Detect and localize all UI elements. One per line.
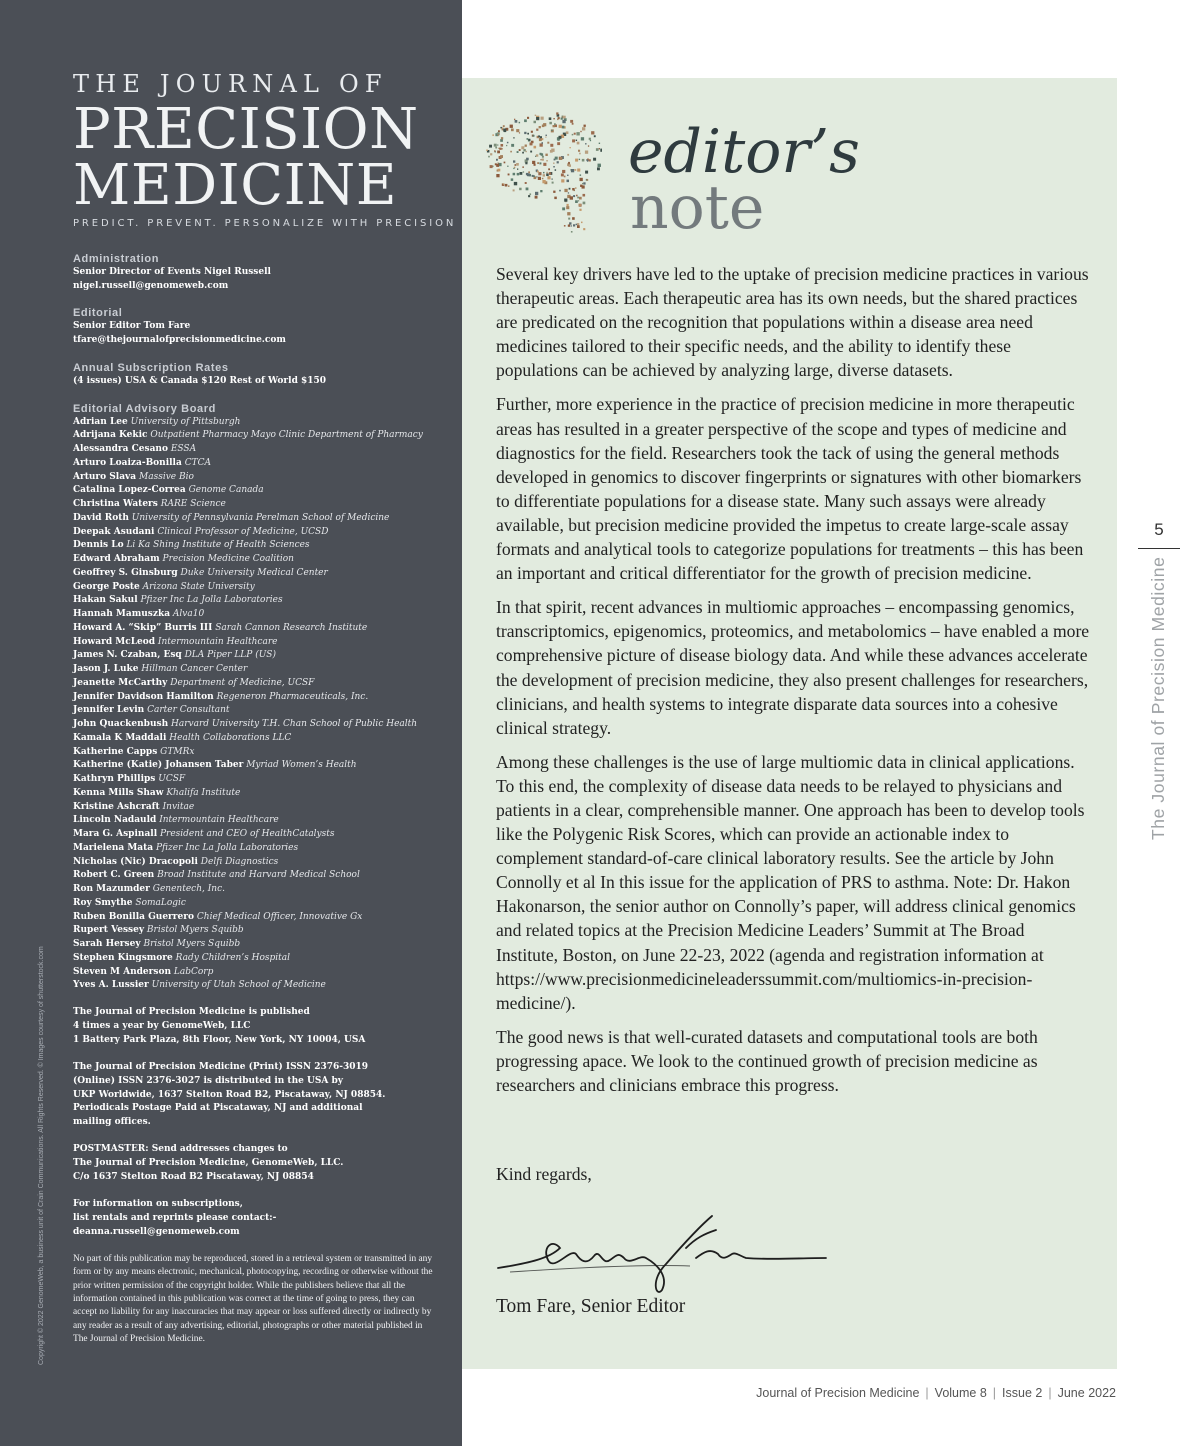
board-member-affiliation: UCSF — [158, 774, 186, 785]
board-member-name: Christina Waters — [73, 499, 158, 510]
board-member-affiliation: LabCorp — [173, 966, 214, 977]
board-member-name: Deepak Asudani — [73, 526, 155, 537]
board-member-affiliation: Arizona State University — [142, 581, 255, 592]
article-paragraph: The good news is that well-curated datasets and computational tools are both progressing apace. We look to the continued growth of precision medicine as researchers and clinicians embrace this progress. — [496, 1026, 1038, 1095]
info-line: 1 Battery Park Plaza, 8th Floor, New York, NY 10004, USA — [73, 1034, 366, 1045]
info-line: C/o 1637 Stelton Road B2 Piscataway, NJ 08854 — [73, 1172, 314, 1183]
board-member-name: Katherine Capps — [73, 746, 158, 757]
board-member — [73, 759, 445, 773]
board-member-affiliation: University of Utah School of Medicine — [151, 980, 326, 991]
board-member — [73, 911, 445, 925]
article-paragraph: Several key drivers have led to the uptake of precision medicine practices in various therapeutic areas. Each therapeutic area has its own needs, but the shared practices are predicated on the recognition that populations within a disease area need medicines tailored to their specific needs, and the ability to identify these populations can be achieved by analyzing large, diverse datasets. — [496, 264, 1089, 381]
board-member-affiliation: Clinical Professor of Medicine, UCSD — [157, 526, 329, 537]
board-member-name: Geoffrey S. Ginsburg — [73, 567, 178, 578]
board-member-name: Catalina Lopez-Correa — [73, 485, 186, 496]
info-line: 4 times a year by GenomeWeb, LLC — [73, 1020, 251, 1031]
board-member-name: Hakan Sakul — [73, 595, 138, 606]
board-member — [73, 567, 445, 581]
handwritten-signature — [490, 1208, 830, 1298]
board-member-name: Yves A. Lussier — [73, 980, 149, 991]
board-member — [73, 787, 445, 801]
section-line: Senior Director of Events Nigel Russell — [73, 267, 271, 277]
info-line: The Journal of Precision Medicine (Print) ISSN 2376-3019 — [73, 1061, 369, 1072]
board-member — [73, 539, 445, 553]
board-member-name: Rupert Vessey — [73, 925, 145, 936]
board-member — [73, 663, 445, 677]
board-member-affiliation: Pfizer Inc La Jolla Laboratories — [140, 595, 283, 606]
board-member — [73, 636, 445, 650]
section-line: tfare@thejournalofprecisionmedicine.com — [73, 335, 286, 346]
board-member-affiliation: Harvard University T.H. Chan School of Public Health — [171, 719, 418, 730]
board-member-name: Nicholas (Nic) Dracopoli — [73, 856, 198, 867]
board-member-name: Jennifer Levin — [73, 705, 145, 716]
board-member-affiliation: Alva10 — [172, 609, 205, 620]
info-line: Periodicals Postage Paid at Piscataway, NJ and additional — [73, 1103, 363, 1114]
board-member — [73, 526, 445, 540]
board-member-affiliation: Rady Children’s Hospital — [175, 952, 291, 963]
board-member-affiliation: Sarah Cannon Research Institute — [215, 622, 368, 633]
board-member — [73, 801, 445, 815]
postmaster-info — [73, 1143, 445, 1185]
board-member-name: Jeanette McCarthy — [73, 677, 168, 688]
board-member-affiliation: Myriad Women’s Health — [246, 760, 357, 771]
board-member — [73, 869, 445, 883]
board-member-affiliation: Carter Consultant — [147, 705, 230, 716]
board-member-name: Katherine (Katie) Johansen Taber — [73, 760, 244, 771]
board-member-name: Jason J. Luke — [73, 664, 139, 675]
contact-email: deanna.russell@genomeweb.com — [73, 1226, 240, 1237]
section-heading: Editorial — [73, 307, 123, 320]
board-member-affiliation: Bristol Myers Squibb — [143, 939, 241, 950]
vertical-copyright: Copyright © 2022 GenomeWeb, a business unit of Crain Communications. All Rights Reserved. © Images courtesy of shutterstock.com — [38, 946, 45, 1365]
masthead-line-2: PRECISION — [73, 97, 419, 162]
page-number: 5 — [1154, 520, 1164, 539]
board-member — [73, 938, 445, 952]
info-line: For information on subscriptions, — [73, 1198, 243, 1209]
board-member — [73, 512, 445, 526]
footer-date: June 2022 — [1057, 1386, 1116, 1400]
staff-listing — [73, 252, 445, 1347]
footer-separator: | — [1048, 1386, 1052, 1400]
board-member — [73, 773, 445, 787]
board-member-name: Hannah Mamuszka — [73, 609, 171, 620]
board-member — [73, 429, 445, 443]
title-line-editors: editor’s — [628, 117, 860, 187]
board-member-affiliation: Li Ka Shing Institute of Health Sciences — [126, 540, 310, 551]
board-member — [73, 828, 445, 842]
board-member — [73, 814, 445, 828]
footer-issue: Issue 2 — [1002, 1386, 1043, 1400]
board-member — [73, 691, 445, 705]
article-paragraph: In that spirit, recent advances in multiomic approaches – encompassing genomics, transcriptomics, epigenomics, proteomics, and metabolomics – have enabled a more comprehensive picture of disease biology data. And while these advances accelerate the development of precision medicine, they also present challenges for researchers, clinicians, and health systems to integrate disparate data sources into a cohesive clinical strategy. — [496, 597, 1090, 738]
board-member — [73, 594, 445, 608]
board-member — [73, 856, 445, 870]
info-line: mailing offices. — [73, 1117, 151, 1128]
info-line: The Journal of Precision Medicine, GenomeWeb, LLC. — [73, 1158, 344, 1169]
board-member-affiliation: ESSA — [170, 444, 197, 455]
board-member-name: Adrian Lee — [73, 416, 128, 427]
board-member — [73, 966, 445, 980]
board-member-name: George Poste — [73, 581, 140, 592]
footer-separator: | — [992, 1386, 997, 1400]
masthead-tagline: PREDICT. PREVENT. PERSONALIZE WITH PRECISION — [73, 218, 457, 229]
board-member-affiliation: University of Pittsburgh — [130, 416, 241, 427]
board-member-affiliation: GTMRx — [160, 746, 195, 757]
board-member-affiliation: RARE Science — [160, 499, 226, 510]
section-heading: Administration — [73, 253, 160, 265]
board-member — [73, 416, 445, 430]
board-member-name: Edward Abraham — [73, 554, 160, 565]
journal-masthead — [73, 70, 457, 229]
section-heading: Annual Subscription Rates — [73, 361, 229, 374]
page-footer — [756, 1386, 1116, 1400]
board-member-affiliation: Intermountain Healthcare — [159, 815, 279, 826]
board-member-name: Arturo Slava — [73, 471, 137, 482]
page-number-rule — [1138, 548, 1180, 549]
board-member-affiliation: Hillman Cancer Center — [141, 664, 248, 675]
board-member-affiliation: Genome Canada — [188, 485, 264, 496]
board-member-name: Roy Smythe — [73, 897, 133, 908]
board-member — [73, 677, 445, 691]
board-member-affiliation: Bristol Myers Squibb — [146, 925, 244, 936]
board-member-affiliation: Broad Institute and Harvard Medical School — [157, 870, 360, 881]
board-member-name: Mara G. Aspinall — [73, 829, 158, 840]
board-member-affiliation: Intermountain Healthcare — [157, 636, 278, 647]
advisory-board-section — [73, 402, 445, 994]
board-member-name: Dennis Lo — [73, 540, 124, 551]
board-member-affiliation: Outpatient Pharmacy Mayo Clinic Department of Pharmacy — [150, 430, 423, 441]
masthead-line-1: THE JOURNAL OF — [73, 70, 388, 98]
board-member — [73, 457, 445, 471]
publisher-info — [73, 1006, 445, 1347]
board-member-name: John Quackenbush — [73, 719, 169, 730]
board-member-name: Kamala K Maddali — [73, 732, 167, 743]
section-line: (4 issues) USA & Canada $120 Rest of World $150 — [73, 375, 327, 386]
issn-info — [73, 1061, 445, 1131]
board-member-affiliation: SomaLogic — [135, 897, 186, 908]
masthead-line-3: MEDICINE — [73, 153, 398, 218]
board-member-affiliation: Duke University Medical Center — [180, 567, 328, 578]
board-member — [73, 952, 445, 966]
board-member-name: Lincoln Nadauld — [73, 815, 157, 826]
info-line: list rentals and reprints please contact:- — [73, 1212, 277, 1223]
brain-mosaic-icon — [484, 106, 602, 234]
section-line: Senior Editor Tom Fare — [73, 321, 191, 332]
board-member-affiliation: CTCA — [184, 457, 211, 468]
board-member-name: Robert C. Green — [73, 870, 155, 881]
board-member-affiliation: Precision Medicine Coalition — [162, 554, 294, 565]
board-member — [73, 924, 445, 938]
board-member — [73, 718, 445, 732]
board-member-affiliation: Pfizer Inc La Jolla Laboratories — [156, 842, 299, 853]
board-member-name: Stephen Kingsmore — [73, 952, 173, 963]
copyright-notice: No part of this publication may be reproduced, stored in a retrieval system or transmitted in any form or by any means electronic, mechanical, photocopying, recording or otherwise without the prior written permission of the copyright holder. While the publishers believe that all the information contained in this publication was correct at the time of going to press, they can accept no liability for any inaccuracies that may appear or loss suffered directly or indirectly by any reader as a result of any advertising, editorial, photographs or other material published in The Journal of Precision Medicine. — [73, 1253, 433, 1345]
title-line-note: note — [630, 173, 765, 243]
board-member-name: Kenna Mills Shaw — [73, 787, 164, 798]
board-member-affiliation: Chief Medical Officer, Innovative Gx — [196, 911, 363, 922]
board-member-name: Jennifer Davidson Hamilton — [73, 691, 214, 702]
board-member-name: Howard McLeod — [73, 636, 156, 647]
board-member-affiliation: DLA Piper LLP (US) — [184, 650, 276, 661]
info-line: POSTMASTER: Send addresses changes to — [73, 1144, 288, 1155]
board-member-affiliation: Regeneron Pharmaceuticals, Inc. — [216, 691, 369, 702]
board-member-name: Ruben Bonilla Guerrero — [73, 911, 195, 922]
board-member-name: Adrijana Kekic — [73, 430, 148, 441]
editorial-section — [73, 306, 445, 347]
advisory-board-list — [73, 416, 445, 994]
article-paragraph: Further, more experience in the practice of precision medicine in more therapeutic areas has resulted in a greater perspective of the scope and types of medicine and diagnostics for the field. Researchers took the tack of using the general methods developed in genomics to discover fingerprints or signatures with other biomarkers to differentiate populations for a disease state. Many such assays were already available, but precision medicine provided the impetus to create large-scale assay formats and analytical tools to categorize populations for treatments – this has been an important and critical differentiator for the growth of precision medicine. — [496, 394, 1084, 584]
board-member — [73, 498, 445, 512]
board-member — [73, 746, 445, 760]
board-member — [73, 897, 445, 911]
board-member-name: Alessandra Cesano — [73, 444, 168, 455]
board-member-affiliation: President and CEO of HealthCatalysts — [159, 829, 335, 840]
info-line: UKP Worldwide, 1637 Stelton Road B2, Piscataway, NJ 08854. — [73, 1089, 386, 1100]
board-member — [73, 622, 445, 636]
administration-section — [73, 252, 445, 293]
board-member — [73, 484, 445, 498]
masthead-sidebar — [0, 0, 462, 1446]
board-member-affiliation: Genentech, Inc. — [152, 884, 225, 895]
contact-info — [73, 1198, 445, 1240]
board-member-name: Marielena Mata — [73, 842, 154, 853]
footer-separator: | — [925, 1386, 929, 1400]
article-body — [496, 262, 1090, 1107]
article-paragraph: Among these challenges is the use of large multiomic data in clinical applications. To this end, the complexity of disease data needs to be relayed to physicians and patients in a clear, comprehensible manner. One approach has been to develop tools like the Polygenic Risk Scores, which can provide an actionable index to complement standard-of-care clinical laboratory results. See the article by John Connolly et al In this issue for the application of PRS to asthma. Note: Dr. Hakon Hakonarson, the senior author on Connolly’s paper, will address clinical genomics and related topics at the Precision Medicine Leaders’ Summit at The Broad Institute, Boston, on June 22-23, 2022 (agenda and registration information at https://www.precisionmedicineleaderssummit.com/multiomics-in-precision-medicine/). — [496, 751, 1085, 1013]
board-member-affiliation: Delfi Diagnostics — [200, 856, 279, 867]
signer-name: Tom Fare, Senior Editor — [496, 1296, 686, 1317]
board-member — [73, 553, 445, 567]
board-member-affiliation: University of Pennsylvania Perelman School of Medicine — [131, 512, 390, 523]
footer-volume: Volume 8 — [934, 1386, 987, 1400]
board-member-name: Steven M Anderson — [73, 966, 172, 977]
footer-journal: Journal of Precision Medicine — [756, 1386, 920, 1400]
board-member-name: David Roth — [73, 512, 129, 523]
board-member-name: Howard A. “Skip” Burris III — [73, 622, 213, 633]
board-member-affiliation: Department of Medicine, UCSF — [170, 677, 315, 688]
board-member — [73, 649, 445, 663]
board-member-affiliation: Invitae — [162, 801, 195, 812]
board-member — [73, 443, 445, 457]
info-line: The Journal of Precision Medicine is published — [73, 1007, 310, 1018]
board-member — [73, 704, 445, 718]
closing-salutation: Kind regards, — [496, 1164, 592, 1184]
board-member-affiliation: Khalifa Institute — [166, 787, 241, 798]
board-member — [73, 581, 445, 595]
published-by — [73, 1006, 445, 1048]
board-member-affiliation: Massive Bio — [139, 471, 194, 482]
board-member-name: Kristine Ashcraft — [73, 801, 160, 812]
board-member-name: Ron Mazumder — [73, 884, 150, 895]
subscription-section — [73, 361, 445, 389]
board-member — [73, 842, 445, 856]
editors-note-title — [628, 117, 860, 243]
vertical-journal-name: The Journal of Precision Medicine — [1148, 556, 1168, 840]
board-member — [73, 608, 445, 622]
board-member — [73, 979, 445, 993]
board-member-name: Kathryn Phillips — [73, 774, 156, 785]
info-line: (Online) ISSN 2376-3027 is distributed in the USA by — [73, 1075, 343, 1086]
board-member-name: James N. Czaban, Esq — [73, 650, 182, 661]
board-member-affiliation: Health Collaborations LLC — [169, 732, 292, 743]
board-member-name: Arturo Loaiza-Bonilla — [73, 457, 182, 468]
board-member-name: Sarah Hersey — [73, 939, 141, 950]
section-line: nigel.russell@genomeweb.com — [73, 280, 229, 291]
board-member — [73, 732, 445, 746]
board-member — [73, 883, 445, 897]
section-heading: Editorial Advisory Board — [73, 402, 216, 415]
editors-note-panel — [462, 78, 1117, 1369]
board-member — [73, 471, 445, 485]
